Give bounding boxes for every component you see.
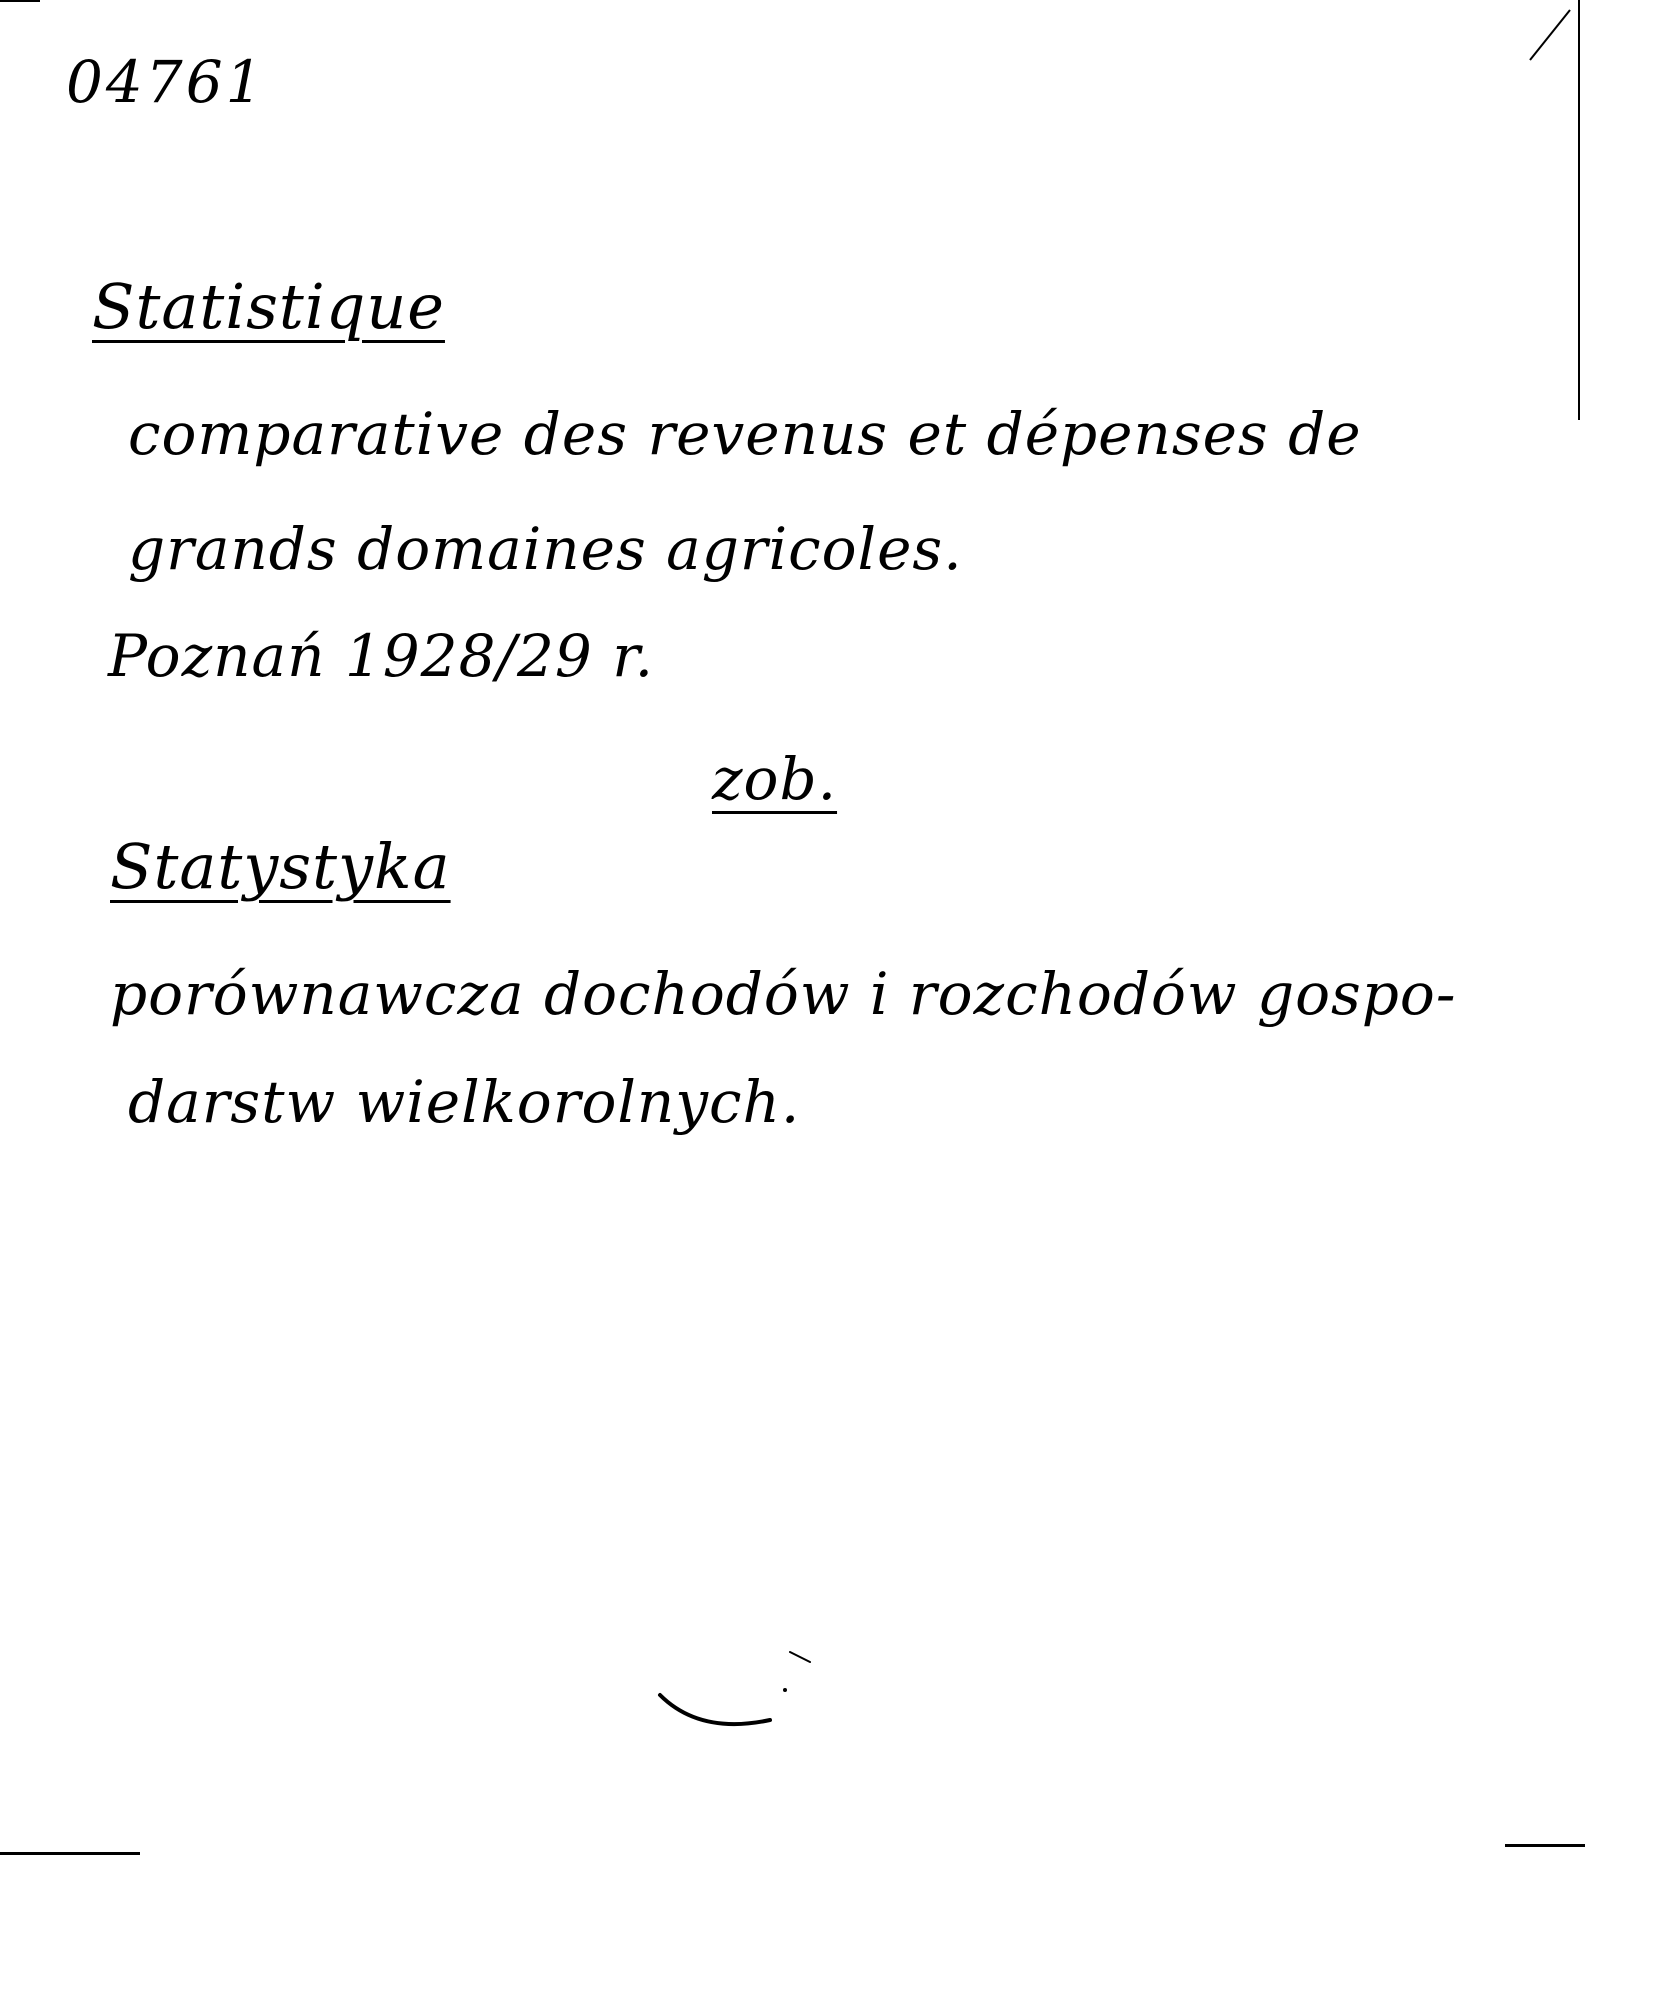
polish-heading: Statystyka xyxy=(110,830,451,903)
french-heading: Statistique xyxy=(92,270,445,343)
corner-tick-mark xyxy=(1520,0,1580,70)
see-reference: zob. xyxy=(712,745,838,813)
scan-corner-mark xyxy=(0,0,40,2)
bottom-right-rule xyxy=(1505,1844,1585,1847)
polish-title-line-2: darstw wielkorolnych. xyxy=(128,1068,801,1136)
catalog-number: 04761 xyxy=(66,48,266,116)
publication-place-date: Poznań 1928/29 r. xyxy=(108,622,655,690)
polish-title-line-1: porównawcza dochodów i rozchodów gospo- xyxy=(110,960,1457,1028)
bottom-left-rule xyxy=(0,1852,140,1855)
french-title-line-1: comparative des revenus et dépenses de xyxy=(128,400,1362,468)
french-title-line-2: grands domaines agricoles. xyxy=(128,515,963,583)
pen-stroke-mark xyxy=(640,1640,840,1760)
